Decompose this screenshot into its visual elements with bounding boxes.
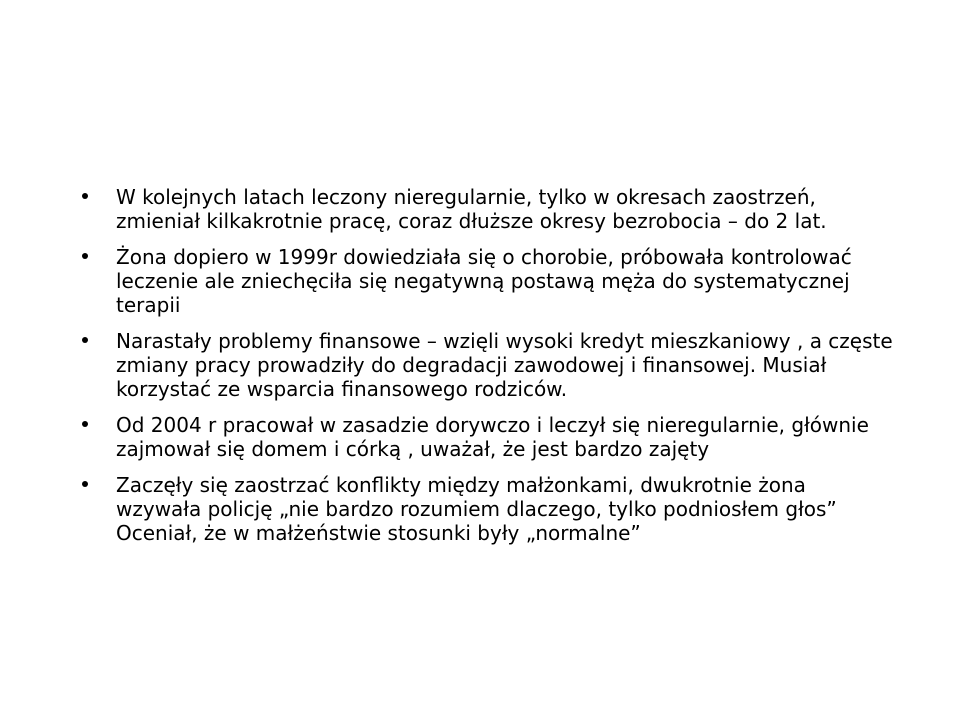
- bullet-text: Żona dopiero w 1999r dowiedziała się o chorobie, próbowała kontrolować leczenie ale zniechęciła się negatywną postawą męża do systematycznej terapii: [116, 245, 852, 317]
- bullet-item: [74, 245, 894, 317]
- bullet-item: [74, 413, 894, 461]
- bullet-text: Zaczęły się zaostrzać konflikty między małżonkami, dwukrotnie żona wzywała policję „nie bardzo rozumiem dlaczego, tylko podniosłem głos” Oceniał, że w małżeństwie stosunki były „normalne”: [116, 473, 837, 545]
- bullet-dot-icon: [82, 337, 88, 343]
- bullet-text: Narastały problemy finansowe – wzięli wysoki kredyt mieszkaniowy , a częste zmiany pracy prowadziły do degradacji zawodowej i finansowej. Musiał korzystać ze wsparcia finansowego rodziców.: [116, 329, 893, 401]
- bullet-item: [74, 185, 894, 233]
- bullet-text: Od 2004 r pracował w zasadzie dorywczo i leczył się nieregularnie, głównie zajmował się domem i córką , uważał, że jest bardzo zajęty: [116, 413, 869, 461]
- bullet-dot-icon: [82, 421, 88, 427]
- bullet-dot-icon: [82, 253, 88, 259]
- bullet-item: [74, 473, 894, 545]
- bullet-text: W kolejnych latach leczony nieregularnie, tylko w okresach zaostrzeń, zmieniał kilkakrotnie pracę, coraz dłuższe okresy bezrobocia – do 2 lat.: [116, 185, 827, 233]
- bullet-dot-icon: [82, 193, 88, 199]
- bullet-dot-icon: [82, 481, 88, 487]
- bullet-item: [74, 329, 894, 401]
- bullet-list: [74, 185, 894, 557]
